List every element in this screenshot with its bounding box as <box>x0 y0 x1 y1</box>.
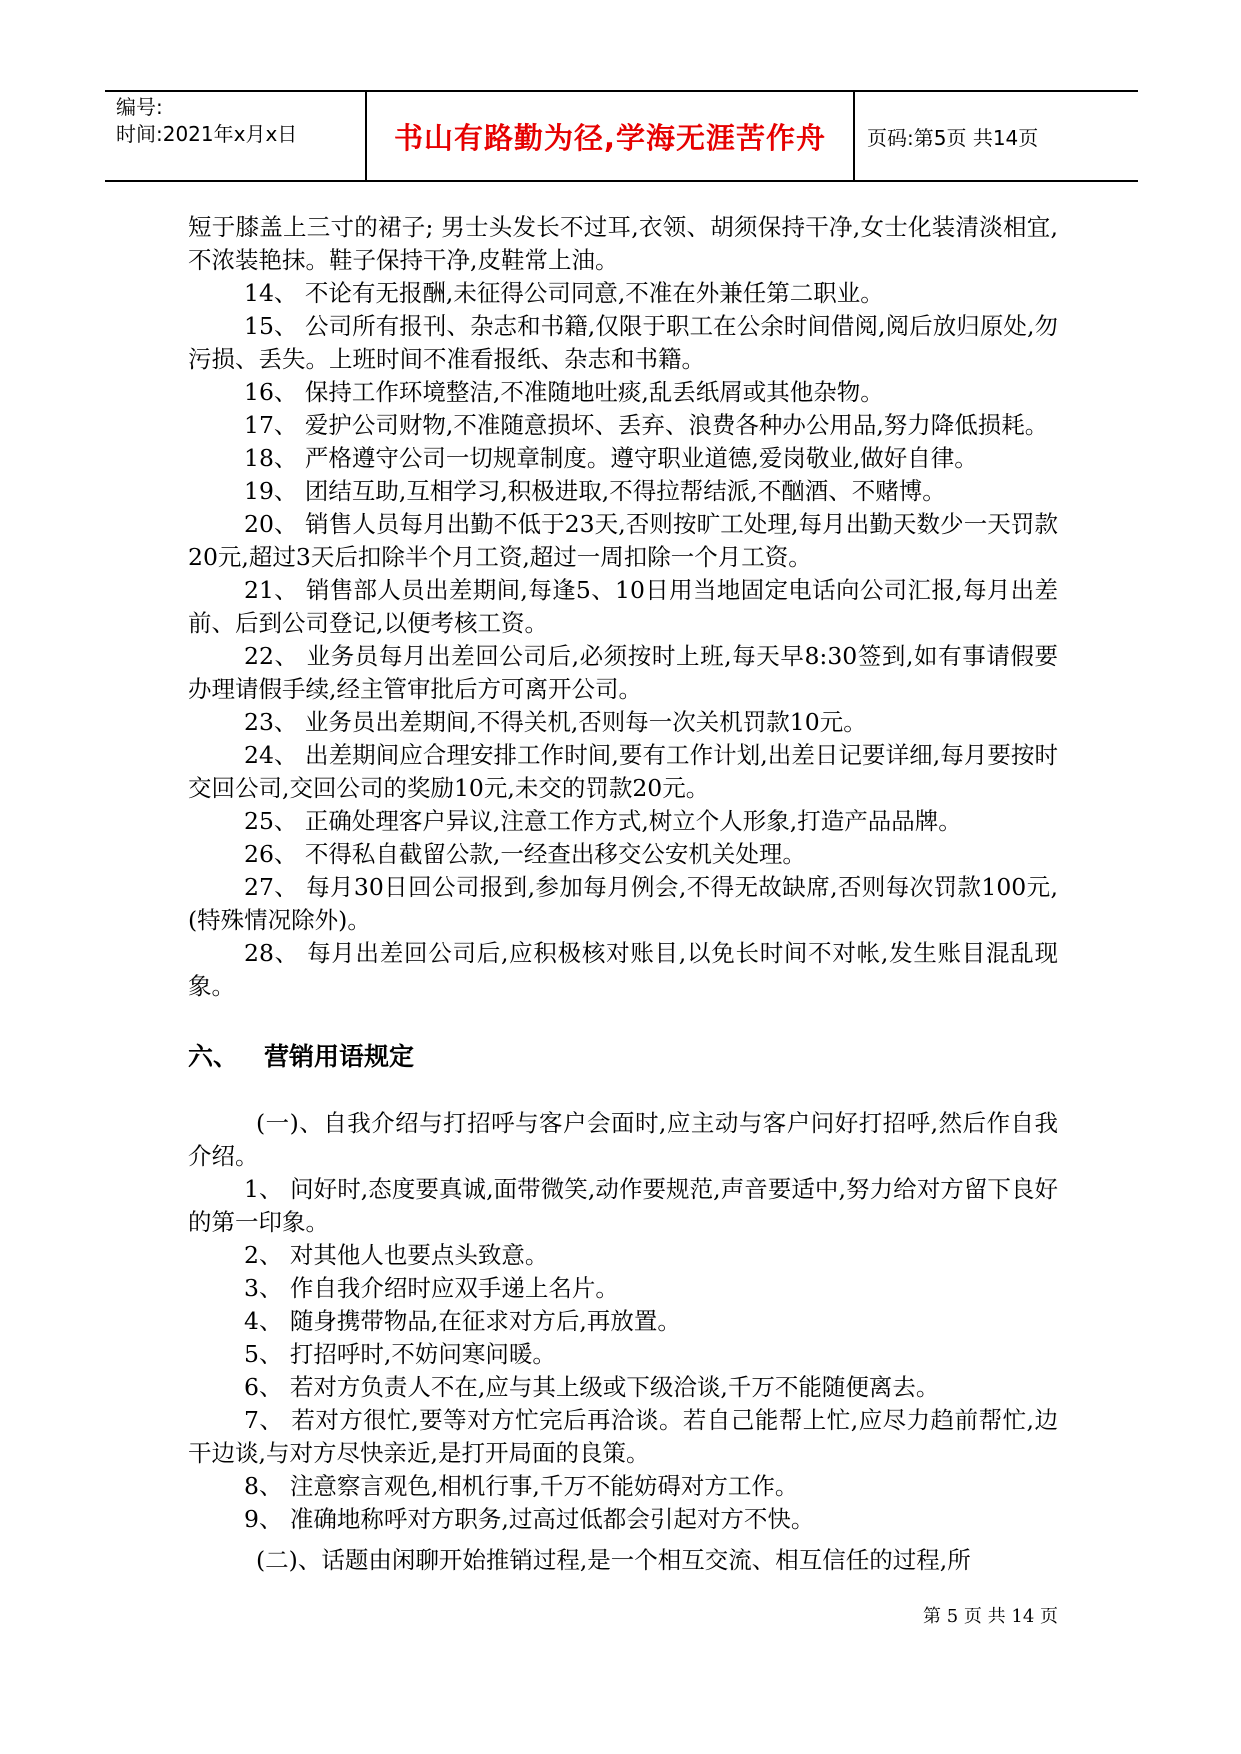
list-item-4: 4、 随身携带物品,在征求对方后,再放置。 <box>244 1307 681 1335</box>
list-item-1: 1、 问好时,态度要真诚,面带微笑,动作要规范,声音要适中,努力给对方留下良好的第一印象。 <box>188 1175 1058 1236</box>
section-title: 营销用语规定 <box>264 1042 415 1071</box>
list-item-7: 7、 若对方很忙,要等对方忙完后再洽谈。若自己能帮上忙,应尽力趋前帮忙,边干边谈,与对方尽快亲近,是打开局面的良策。 <box>188 1406 1058 1467</box>
rule-item-23: 23、 业务员出差期间,不得关机,否则每一次关机罚款10元。 <box>244 708 867 736</box>
header-meta <box>105 92 367 180</box>
header-page-info: 页码:第5页 共14页 <box>867 125 1039 150</box>
rule-item-20: 20、 销售人员每月出勤不低于23天,否则按旷工处理,每月出勤天数少一天罚款20元,超过3天后扣除半个月工资,超过一周扣除一个月工资。 <box>188 510 1058 571</box>
rule-item-21: 21、 销售部人员出差期间,每逢5、10日用当地固定电话向公司汇报,每月出差前、后到公司登记,以便考核工资。 <box>188 576 1058 637</box>
rule-item-22: 22、 业务员每月出差回公司后,必须按时上班,每天早8:30签到,如有事请假要办理请假手续,经主管审批后方可离开公司。 <box>188 642 1058 703</box>
page-footer: 第 5 页 共 14 页 <box>923 1606 1058 1627</box>
subsection-intro-2: (二)、话题由闲聊开始推销过程,是一个相互交流、相互信任的过程,所 <box>256 1546 971 1574</box>
list-item-6: 6、 若对方负责人不在,应与其上级或下级洽谈,千万不能随便离去。 <box>244 1373 940 1401</box>
list-item-3: 3、 作自我介绍时应双手递上名片。 <box>244 1274 619 1302</box>
rule-item-18: 18、 严格遵守公司一切规章制度。遵守职业道德,爱岗敬业,做好自律。 <box>244 444 978 472</box>
section-heading <box>188 1040 1058 1073</box>
rule-item-27: 27、 每月30日回公司报到,参加每月例会,不得无故缺席,否则每次罚款100元,(特殊情况除外)。 <box>188 873 1058 934</box>
rule-item-19: 19、 团结互助,互相学习,积极进取,不得拉帮结派,不酗酒、不赌博。 <box>244 477 946 505</box>
rule-item-14: 14、 不论有无报酬,未征得公司同意,不准在外兼任第二职业。 <box>244 279 884 307</box>
document-number-label: 编号: <box>116 95 163 119</box>
rule-item-16: 16、 保持工作环境整洁,不准随地吐痰,乱丢纸屑或其他杂物。 <box>244 378 884 406</box>
rule-item-28: 28、 每月出差回公司后,应积极核对账目,以免长时间不对帐,发生账目混乱现象。 <box>188 939 1058 1000</box>
rule-item-25: 25、 正确处理客户异议,注意工作方式,树立个人形象,打造产品品牌。 <box>244 807 962 835</box>
paragraph: 短于膝盖上三寸的裙子; 男士头发长不过耳,衣领、胡须保持干净,女士化装清淡相宜,不浓装艳抹。鞋子保持干净,皮鞋常上油。 <box>188 213 1058 274</box>
list-item-2: 2、 对其他人也要点头致意。 <box>244 1241 549 1269</box>
rule-item-24: 24、 出差期间应合理安排工作时间,要有工作计划,出差日记要详细,每月要按时交回公司,交回公司的奖励10元,未交的罚款20元。 <box>188 741 1058 802</box>
document-time: 时间:2021年x月x日 <box>116 122 298 146</box>
header-motto: 书山有路勤为径,学海无涯苦作舟 <box>367 92 855 180</box>
rule-item-26: 26、 不得私自截留公款,一经查出移交公安机关处理。 <box>244 840 806 868</box>
rule-item-15: 15、 公司所有报刊、杂志和书籍,仅限于职工在公余时间借阅,阅后放归原处,勿污损、丢失。上班时间不准看报纸、杂志和书籍。 <box>188 312 1058 373</box>
subsection-intro: (一)、自我介绍与打招呼与客户会面时,应主动与客户问好打招呼,然后作自我介绍。 <box>188 1109 1058 1170</box>
rule-item-17: 17、 爱护公司财物,不准随意损坏、丢弃、浪费各种办公用品,努力降低损耗。 <box>244 411 1049 439</box>
list-item-9: 9、 准确地称呼对方职务,过高过低都会引起对方不快。 <box>244 1505 815 1533</box>
list-item-8: 8、 注意察言观色,相机行事,千万不能妨碍对方工作。 <box>244 1472 799 1500</box>
document-body <box>188 211 1058 1577</box>
list-item-5: 5、 打招呼时,不妨问寒问暖。 <box>244 1340 556 1368</box>
section-number: 六、 <box>188 1042 239 1071</box>
page-header <box>105 90 1138 182</box>
